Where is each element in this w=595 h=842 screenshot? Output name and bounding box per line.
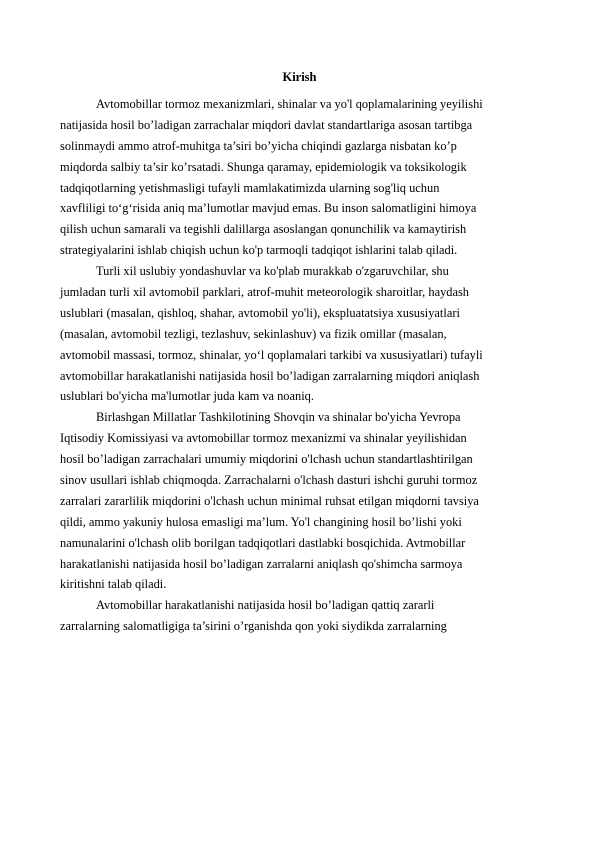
- text-line: harakatlanishi natijasida hosil bo’ladigan zarralarni aniqlash qo'shimcha sarmoya: [60, 556, 463, 571]
- text-line: miqdorda salbiy ta’sir ko’rsatadi. Shunga qaramay, epidemiologik va toksikologik: [60, 159, 467, 174]
- text-line: uslublari bo'yicha ma'lumotlar juda kam va noaniq.: [60, 389, 314, 404]
- text-line: qilish uchun samarali va tegishli dalillarga asoslangan qonunchilik va kamaytirish: [60, 222, 467, 237]
- page-title: Kirish: [282, 70, 317, 84]
- text-line: avtomobil massasi, tormoz, shinalar, yo‘l qoplamalari tarkibi va xususiyatlari) tufayli: [60, 347, 483, 362]
- text-line: jumladan turli xil avtomobil parklari, atrof-muhit meteorologik sharoitlar, haydash: [60, 285, 469, 300]
- text-line: uslublari (masalan, qishloq, shahar, avtomobil yo'li), ekspluatatsiya xususiyatlari: [60, 305, 460, 320]
- text-line: (masalan, avtomobil tezligi, tezlashuv, sekinlashuv) va fizik omillar (masalan,: [60, 326, 447, 341]
- text-line: hosil bo’ladigan zarrachalari umumiy miqdorini o'lchash uchun standartlashtirilgan: [60, 452, 473, 467]
- paragraph-first-line: Birlashgan Millatlar Tashkilotining Shovqin va shinalar bo'yicha Yevropa: [96, 410, 461, 425]
- text-line: tadqiqotlarning yetishmasligi tufayli mamlakatimizda ularning sog'liq uchun: [60, 180, 440, 195]
- text-line: strategiyalarini ishlab chiqish uchun ko'p tarmoqli tadqiqot ishlarini talab qiladi.: [60, 243, 458, 258]
- text-line: natijasida hosil bo’ladigan zarrachalar miqdori davlat standartlariga asosan tartibga: [60, 117, 473, 132]
- body-text: [60, 94, 540, 637]
- text-line: avtomobillar harakatlanishi natijasida hosil bo’ladigan zarralarning miqdori aniqlash: [60, 368, 480, 383]
- text-line: Iqtisodiy Komissiyasi va avtomobillar tormoz mexanizmi va shinalar yeyilishidan: [60, 431, 467, 446]
- paragraph-first-line: Avtomobillar harakatlanishi natijasida hosil bo’ladigan qattiq zararli: [96, 598, 435, 613]
- text-line: zarralarning salomatligiga ta’sirini o’rganishda qon yoki siydikda zarralarning: [60, 619, 447, 634]
- text-line: xavfliligi to‘g‘risida aniq ma’lumotlar mavjud emas. Bu inson salomatligini himoya: [60, 201, 477, 216]
- text-line: zarralari zararlilik miqdorini o'lchash uchun minimal ruhsat etilgan miqdorni tavsiya: [60, 493, 479, 508]
- paragraph-first-line: Avtomobillar tormoz mexanizmlari, shinalar va yo'l qoplamalarining yeyilishi: [96, 97, 483, 111]
- text-line: qildi, ammo yakuniy hulosa emasligi ma’lum. Yo'l changining hosil bo’lishi yoki: [60, 514, 462, 529]
- text-line: sinov usullari ishlab chiqmoqda. Zarrachalarni o'lchash dasturi ishchi guruhi tormoz: [60, 473, 478, 488]
- text-line: solinmaydi ammo atrof-muhitga ta’siri bo’yicha chiqindi gazlarga nisbatan ko’p: [60, 138, 457, 153]
- text-line: kiritishni talab qiladi.: [60, 577, 167, 592]
- text-line: namunalarini o'lchash olib borilgan tadqiqotlari dastlabki bosqichida. Avtmobillar: [60, 535, 466, 550]
- paragraph-first-line: Turli xil uslubiy yondashuvlar va ko'plab murakkab o'zgaruvchilar, shu: [96, 264, 449, 279]
